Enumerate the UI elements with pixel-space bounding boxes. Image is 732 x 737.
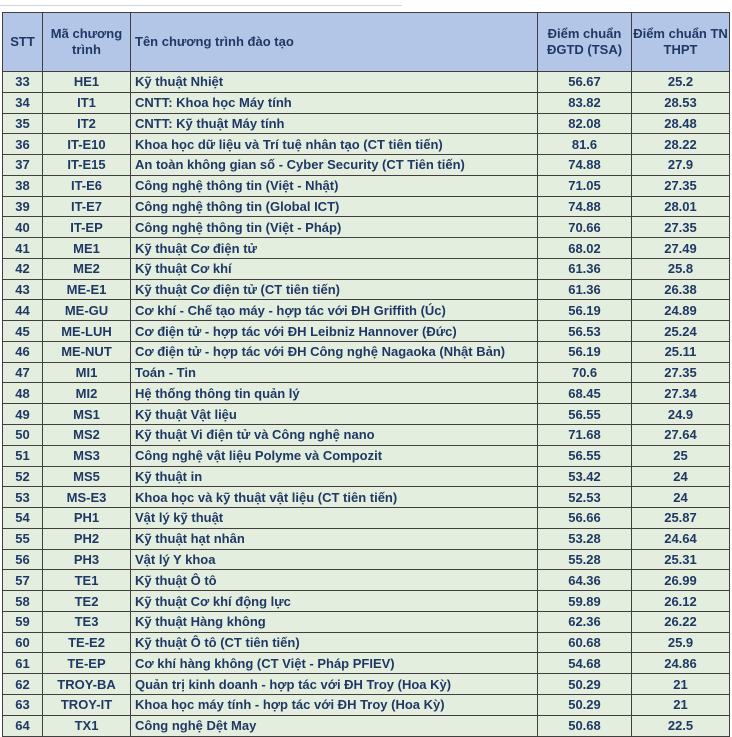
cell-thpt: 24.89 xyxy=(632,300,730,321)
cell-name: Vật lý kỹ thuật xyxy=(131,508,538,529)
cell-name: Khoa học máy tính - hợp tác với ĐH Troy (Hoa Kỳ) xyxy=(131,694,538,715)
table-body xyxy=(3,72,730,737)
cell-stt: 47 xyxy=(3,362,43,383)
col-header-stt: STT xyxy=(3,13,43,72)
cell-stt: 58 xyxy=(3,591,43,612)
cell-name: Cơ điện tử - hợp tác với ĐH Công nghệ Nagaoka (Nhật Bản) xyxy=(131,341,538,362)
cell-code: TE-E2 xyxy=(43,632,131,653)
cell-stt: 52 xyxy=(3,466,43,487)
table-row xyxy=(3,487,730,508)
cell-thpt: 25.24 xyxy=(632,321,730,342)
table-row xyxy=(3,217,730,238)
cell-thpt: 25.87 xyxy=(632,508,730,529)
cell-tsa: 83.82 xyxy=(538,92,632,113)
table-row xyxy=(3,383,730,404)
cell-thpt: 25.9 xyxy=(632,632,730,653)
cell-name: Hệ thống thông tin quản lý xyxy=(131,383,538,404)
cell-thpt: 25.31 xyxy=(632,549,730,570)
cell-name: An toàn không gian số - Cyber Security (CT Tiên tiến) xyxy=(131,155,538,176)
admission-scores-table xyxy=(2,12,730,737)
cell-tsa: 61.36 xyxy=(538,279,632,300)
cell-code: ME-NUT xyxy=(43,341,131,362)
cell-stt: 34 xyxy=(3,92,43,113)
cell-tsa: 82.08 xyxy=(538,113,632,134)
cell-thpt: 24.9 xyxy=(632,404,730,425)
cell-name: Công nghệ Dệt May xyxy=(131,715,538,736)
cell-stt: 36 xyxy=(3,134,43,155)
cell-thpt: 27.9 xyxy=(632,155,730,176)
table-row xyxy=(3,238,730,259)
cell-tsa: 59.89 xyxy=(538,591,632,612)
cell-stt: 38 xyxy=(3,175,43,196)
cell-tsa: 56.55 xyxy=(538,445,632,466)
cell-name: CNTT: Khoa học Máy tính xyxy=(131,92,538,113)
table-row xyxy=(3,341,730,362)
cell-tsa: 61.36 xyxy=(538,258,632,279)
cell-name: Cơ khí - Chế tạo máy - hợp tác với ĐH Griffith (Úc) xyxy=(131,300,538,321)
cell-code: MS3 xyxy=(43,445,131,466)
cell-tsa: 74.88 xyxy=(538,155,632,176)
cell-code: TROY-BA xyxy=(43,674,131,695)
cell-thpt: 27.35 xyxy=(632,175,730,196)
table-row xyxy=(3,300,730,321)
cell-tsa: 68.02 xyxy=(538,238,632,259)
cell-thpt: 27.64 xyxy=(632,425,730,446)
cell-code: MS2 xyxy=(43,425,131,446)
cell-code: IT-E7 xyxy=(43,196,131,217)
cell-thpt: 27.49 xyxy=(632,238,730,259)
cell-tsa: 50.29 xyxy=(538,694,632,715)
cell-code: HE1 xyxy=(43,72,131,93)
cell-name: Kỹ thuật Cơ khí xyxy=(131,258,538,279)
cell-thpt: 26.22 xyxy=(632,611,730,632)
table-row xyxy=(3,321,730,342)
table-row xyxy=(3,279,730,300)
cell-name: Kỹ thuật hạt nhân xyxy=(131,528,538,549)
cell-code: PH3 xyxy=(43,549,131,570)
cell-tsa: 56.19 xyxy=(538,300,632,321)
cell-thpt: 24 xyxy=(632,466,730,487)
cell-name: Kỹ thuật Cơ điện tử xyxy=(131,238,538,259)
cell-tsa: 68.45 xyxy=(538,383,632,404)
cell-thpt: 25.11 xyxy=(632,341,730,362)
cell-thpt: 27.34 xyxy=(632,383,730,404)
cell-stt: 43 xyxy=(3,279,43,300)
cell-tsa: 55.28 xyxy=(538,549,632,570)
cell-thpt: 28.22 xyxy=(632,134,730,155)
cell-stt: 42 xyxy=(3,258,43,279)
cell-tsa: 50.29 xyxy=(538,674,632,695)
cell-tsa: 62.36 xyxy=(538,611,632,632)
cell-tsa: 56.55 xyxy=(538,404,632,425)
cell-name: Kỹ thuật Ô tô (CT tiên tiến) xyxy=(131,632,538,653)
table-row xyxy=(3,92,730,113)
cell-tsa: 71.05 xyxy=(538,175,632,196)
cell-stt: 44 xyxy=(3,300,43,321)
cell-stt: 35 xyxy=(3,113,43,134)
cell-tsa: 52.53 xyxy=(538,487,632,508)
cell-stt: 59 xyxy=(3,611,43,632)
cutoff-row-above xyxy=(0,2,402,6)
col-header-name: Tên chương trình đào tạo xyxy=(131,13,538,72)
cell-name: Kỹ thuật Vi điện tử và Công nghệ nano xyxy=(131,425,538,446)
cell-stt: 54 xyxy=(3,508,43,529)
cell-code: TE3 xyxy=(43,611,131,632)
cell-name: Kỹ thuật Ô tô xyxy=(131,570,538,591)
cell-stt: 61 xyxy=(3,653,43,674)
cell-thpt: 27.35 xyxy=(632,217,730,238)
cell-thpt: 28.48 xyxy=(632,113,730,134)
table-row xyxy=(3,653,730,674)
table-row xyxy=(3,258,730,279)
cell-thpt: 25.2 xyxy=(632,72,730,93)
table-row xyxy=(3,674,730,695)
table-row xyxy=(3,632,730,653)
table-row xyxy=(3,175,730,196)
cell-code: PH2 xyxy=(43,528,131,549)
cell-stt: 40 xyxy=(3,217,43,238)
table-row xyxy=(3,508,730,529)
cell-code: ME-E1 xyxy=(43,279,131,300)
table-row xyxy=(3,466,730,487)
cell-tsa: 56.19 xyxy=(538,341,632,362)
cell-thpt: 21 xyxy=(632,694,730,715)
cell-name: Công nghệ vật liệu Polyme và Compozit xyxy=(131,445,538,466)
cell-name: Kỹ thuật in xyxy=(131,466,538,487)
table-row xyxy=(3,196,730,217)
table-row xyxy=(3,362,730,383)
cell-name: Kỹ thuật Hàng không xyxy=(131,611,538,632)
table-row xyxy=(3,549,730,570)
cell-code: MI2 xyxy=(43,383,131,404)
cell-tsa: 60.68 xyxy=(538,632,632,653)
col-header-thpt: Điểm chuẩn TN THPT xyxy=(632,13,730,72)
cell-thpt: 28.53 xyxy=(632,92,730,113)
cell-stt: 60 xyxy=(3,632,43,653)
cell-code: ME-GU xyxy=(43,300,131,321)
cell-name: Cơ khí hàng không (CT Việt - Pháp PFIEV) xyxy=(131,653,538,674)
table-row xyxy=(3,425,730,446)
cell-thpt: 26.38 xyxy=(632,279,730,300)
cell-tsa: 56.66 xyxy=(538,508,632,529)
cell-stt: 50 xyxy=(3,425,43,446)
cell-tsa: 50.68 xyxy=(538,715,632,736)
cell-name: Kỹ thuật Cơ điện tử (CT tiên tiến) xyxy=(131,279,538,300)
cell-code: ME1 xyxy=(43,238,131,259)
cell-stt: 33 xyxy=(3,72,43,93)
cell-stt: 63 xyxy=(3,694,43,715)
cell-code: ME2 xyxy=(43,258,131,279)
cell-stt: 62 xyxy=(3,674,43,695)
cell-code: IT1 xyxy=(43,92,131,113)
cell-code: TE2 xyxy=(43,591,131,612)
cell-stt: 56 xyxy=(3,549,43,570)
cell-name: Công nghệ thông tin (Global ICT) xyxy=(131,196,538,217)
cell-thpt: 28.01 xyxy=(632,196,730,217)
cell-name: Khoa học và kỹ thuật vật liệu (CT tiên tiến) xyxy=(131,487,538,508)
cell-name: Quản trị kinh doanh - hợp tác với ĐH Troy (Hoa Kỳ) xyxy=(131,674,538,695)
cell-tsa: 64.36 xyxy=(538,570,632,591)
cell-name: Kỹ thuật Nhiệt xyxy=(131,72,538,93)
cell-code: IT-EP xyxy=(43,217,131,238)
cell-code: TX1 xyxy=(43,715,131,736)
cell-code: MI1 xyxy=(43,362,131,383)
cell-code: IT-E10 xyxy=(43,134,131,155)
table-row xyxy=(3,611,730,632)
cell-thpt: 24.86 xyxy=(632,653,730,674)
cell-thpt: 24.64 xyxy=(632,528,730,549)
cell-code: IT-E15 xyxy=(43,155,131,176)
cell-name: Khoa học dữ liệu và Trí tuệ nhân tạo (CT tiên tiến) xyxy=(131,134,538,155)
cell-code: IT-E6 xyxy=(43,175,131,196)
cell-stt: 49 xyxy=(3,404,43,425)
cell-stt: 37 xyxy=(3,155,43,176)
cell-thpt: 26.12 xyxy=(632,591,730,612)
cell-code: TE1 xyxy=(43,570,131,591)
table-row xyxy=(3,715,730,736)
cell-name: Kỹ thuật Vật liệu xyxy=(131,404,538,425)
cell-code: IT2 xyxy=(43,113,131,134)
cell-code: MS-E3 xyxy=(43,487,131,508)
cell-code: MS5 xyxy=(43,466,131,487)
cell-tsa: 71.68 xyxy=(538,425,632,446)
cell-tsa: 70.6 xyxy=(538,362,632,383)
cell-stt: 51 xyxy=(3,445,43,466)
cell-thpt: 22.5 xyxy=(632,715,730,736)
table-row xyxy=(3,528,730,549)
cell-code: MS1 xyxy=(43,404,131,425)
cell-code: PH1 xyxy=(43,508,131,529)
cell-thpt: 25.8 xyxy=(632,258,730,279)
cell-name: Kỹ thuật Cơ khí động lực xyxy=(131,591,538,612)
cell-name: Công nghệ thông tin (Việt - Nhật) xyxy=(131,175,538,196)
cell-tsa: 56.53 xyxy=(538,321,632,342)
cell-stt: 64 xyxy=(3,715,43,736)
cell-tsa: 54.68 xyxy=(538,653,632,674)
cell-stt: 39 xyxy=(3,196,43,217)
cell-code: ME-LUH xyxy=(43,321,131,342)
cell-tsa: 74.88 xyxy=(538,196,632,217)
cell-tsa: 70.66 xyxy=(538,217,632,238)
table-row xyxy=(3,694,730,715)
cell-name: CNTT: Kỹ thuật Máy tính xyxy=(131,113,538,134)
cell-tsa: 53.28 xyxy=(538,528,632,549)
cell-code: TROY-IT xyxy=(43,694,131,715)
table-row xyxy=(3,570,730,591)
cell-thpt: 27.35 xyxy=(632,362,730,383)
table-row xyxy=(3,113,730,134)
table-row xyxy=(3,155,730,176)
cell-thpt: 25 xyxy=(632,445,730,466)
cell-code: TE-EP xyxy=(43,653,131,674)
cell-stt: 45 xyxy=(3,321,43,342)
cell-stt: 48 xyxy=(3,383,43,404)
col-header-tsa: Điểm chuẩn ĐGTD (TSA) xyxy=(538,13,632,72)
cell-thpt: 26.99 xyxy=(632,570,730,591)
cell-tsa: 53.42 xyxy=(538,466,632,487)
cell-stt: 41 xyxy=(3,238,43,259)
cell-name: Công nghệ thông tin (Việt - Pháp) xyxy=(131,217,538,238)
table-row xyxy=(3,72,730,93)
cell-stt: 55 xyxy=(3,528,43,549)
cell-name: Toán - Tin xyxy=(131,362,538,383)
cell-stt: 53 xyxy=(3,487,43,508)
table-row xyxy=(3,591,730,612)
table-row xyxy=(3,134,730,155)
cell-stt: 57 xyxy=(3,570,43,591)
table-row xyxy=(3,445,730,466)
cell-thpt: 24 xyxy=(632,487,730,508)
cell-name: Vật lý Y khoa xyxy=(131,549,538,570)
table-row xyxy=(3,404,730,425)
header-row xyxy=(3,13,730,72)
cell-tsa: 56.67 xyxy=(538,72,632,93)
cell-name: Cơ điện tử - hợp tác với ĐH Leibniz Hannover (Đức) xyxy=(131,321,538,342)
cell-tsa: 81.6 xyxy=(538,134,632,155)
cell-thpt: 21 xyxy=(632,674,730,695)
col-header-code: Mã chương trình xyxy=(43,13,131,72)
cell-stt: 46 xyxy=(3,341,43,362)
